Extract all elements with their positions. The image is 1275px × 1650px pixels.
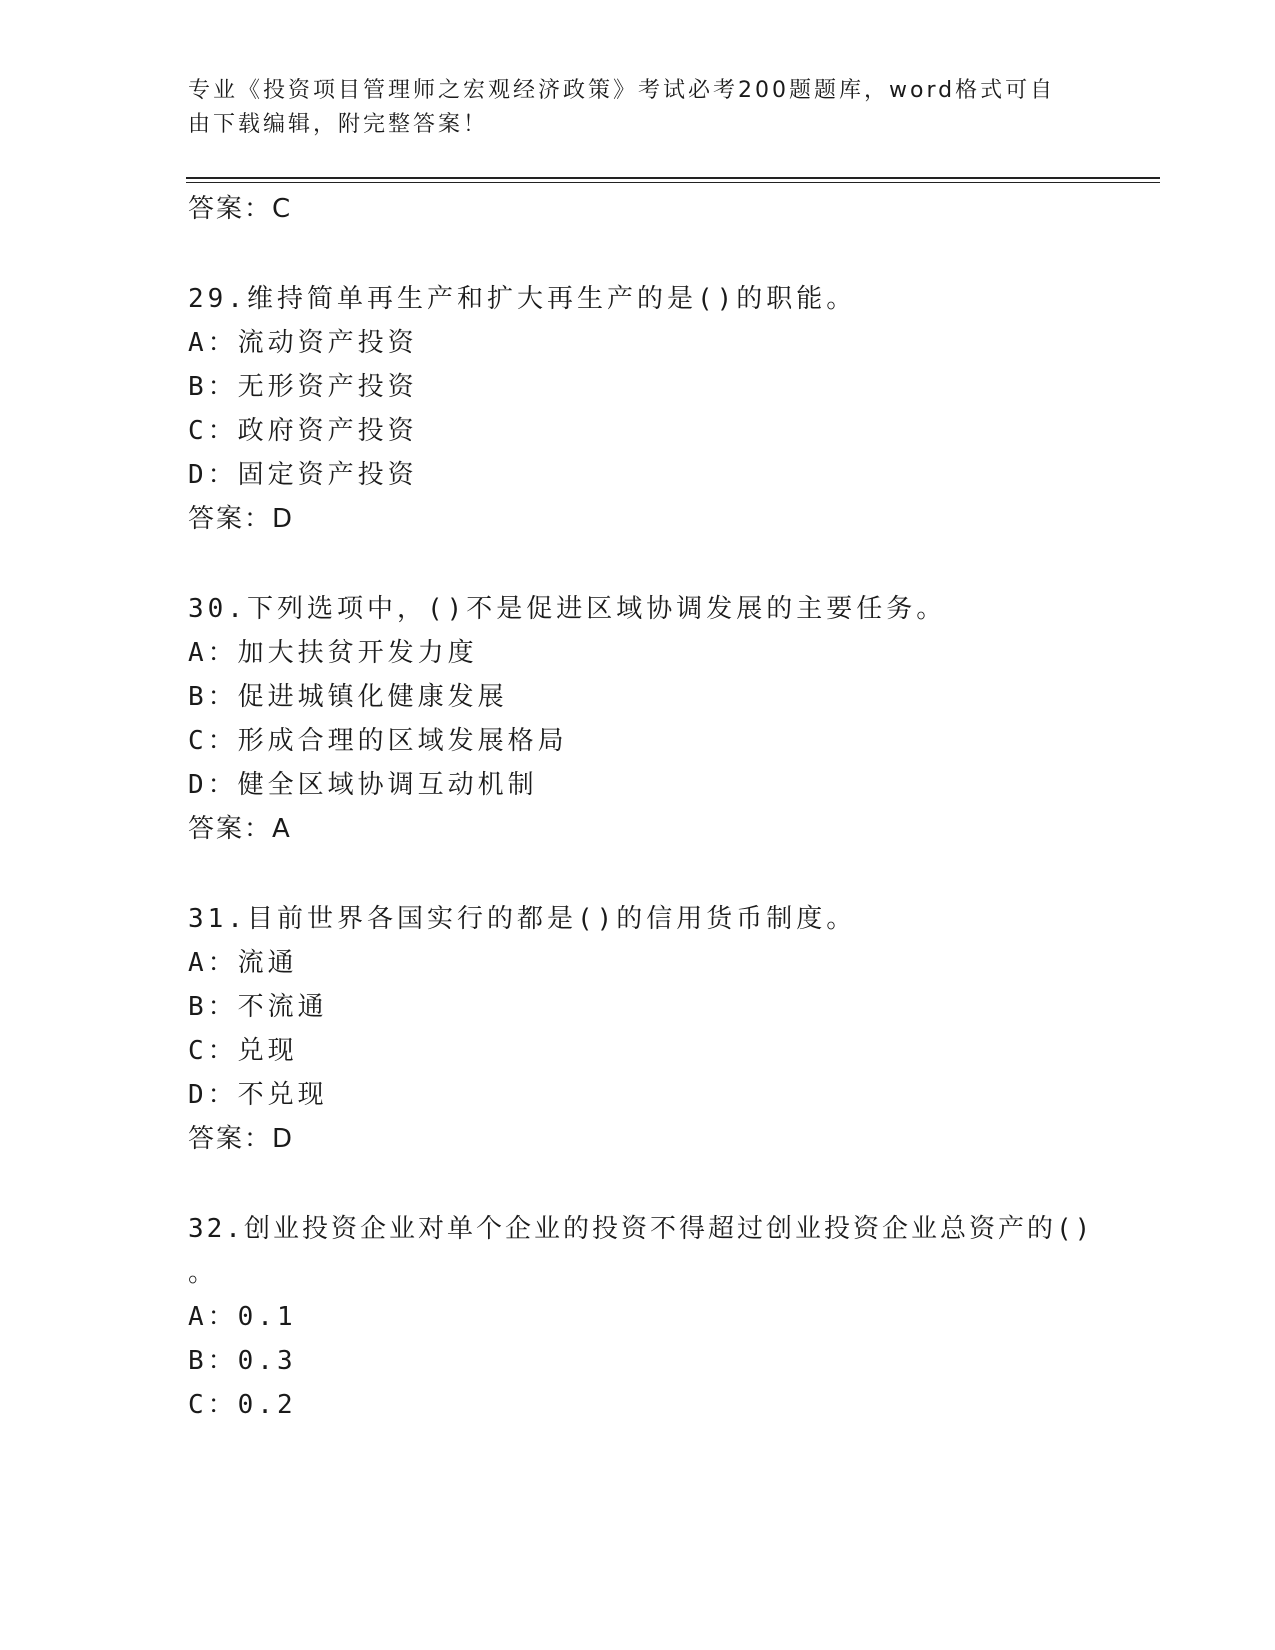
question-29-answer: 答案：D	[188, 504, 295, 534]
question-32-option-c: C：0.2	[188, 1390, 297, 1420]
question-30-option-b: B：促进城镇化健康发展	[188, 682, 508, 712]
question-29-option-d: D：固定资产投资	[188, 460, 418, 490]
question-32-stem: 32.创业投资企业对单个企业的投资不得超过创业投资企业总资产的()	[188, 1214, 1094, 1244]
question-32-stem-continued: 。	[188, 1258, 219, 1288]
answer-previous: 答案：C	[188, 194, 293, 224]
question-30-answer: 答案：A	[188, 814, 292, 844]
question-31-option-a: A：流通	[188, 948, 298, 978]
question-30-stem: 30.下列选项中，()不是促进区域协调发展的主要任务。	[188, 594, 947, 624]
question-31-option-c: C：兑现	[188, 1036, 298, 1066]
question-29-option-b: B：无形资产投资	[188, 372, 418, 402]
question-29-stem: 29.维持简单再生产和扩大再生产的是()的职能。	[188, 284, 857, 314]
header-rule-thick	[186, 177, 1160, 179]
question-31-stem: 31.目前世界各国实行的都是()的信用货币制度。	[188, 904, 857, 934]
document-header: 专业《投资项目管理师之宏观经济政策》考试必考200题题库，word格式可自由下载编辑，附完整答案！	[188, 78, 1056, 137]
header-rule-thin	[186, 182, 1160, 183]
question-31-option-d: D：不兑现	[188, 1080, 328, 1110]
question-30-option-d: D：健全区域协调互动机制	[188, 770, 538, 800]
question-30-option-a: A：加大扶贫开发力度	[188, 638, 478, 668]
question-31-answer: 答案：D	[188, 1124, 295, 1154]
question-29-option-c: C：政府资产投资	[188, 416, 418, 446]
question-30-option-c: C：形成合理的区域发展格局	[188, 726, 568, 756]
question-32-option-b: B：0.3	[188, 1346, 297, 1376]
question-31-option-b: B：不流通	[188, 992, 328, 1022]
question-32-option-a: A：0.1	[188, 1302, 297, 1332]
question-29-option-a: A：流动资产投资	[188, 328, 418, 358]
